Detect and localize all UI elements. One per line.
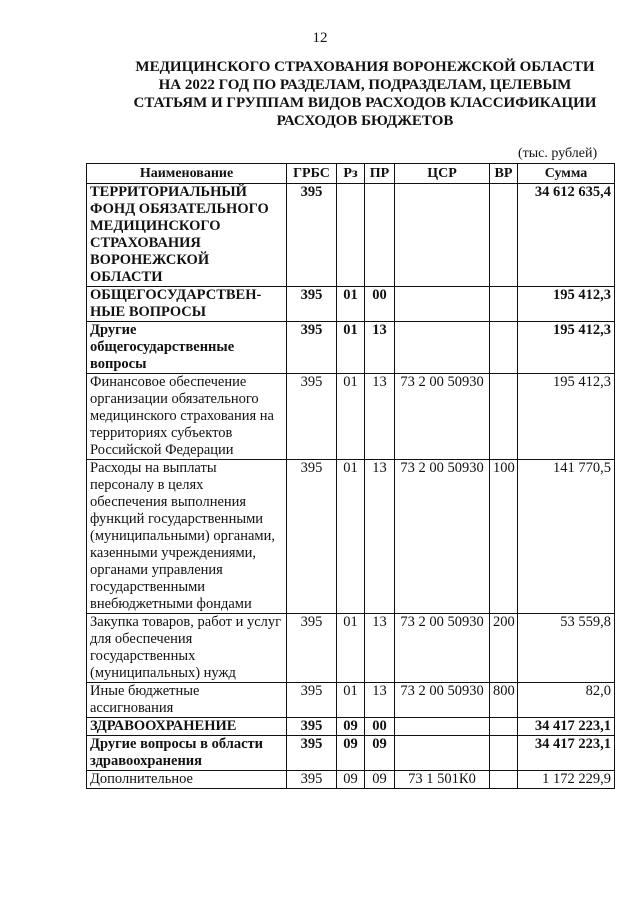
cell-csr xyxy=(395,718,490,736)
cell-csr xyxy=(395,184,490,287)
cell-rz: 01 xyxy=(337,287,365,322)
cell-grbs: 395 xyxy=(287,614,337,683)
cell-rz: 01 xyxy=(337,374,365,460)
cell-vr xyxy=(490,322,518,374)
cell-grbs: 395 xyxy=(287,460,337,614)
table-header-row xyxy=(87,164,615,184)
cell-vr xyxy=(490,736,518,771)
cell-pr: 13 xyxy=(365,683,395,718)
cell-csr: 73 1 501К0 xyxy=(395,771,490,789)
cell-sum: 141 770,5 xyxy=(518,460,615,614)
cell-vr xyxy=(490,718,518,736)
cell-vr xyxy=(490,184,518,287)
cell-rz: 01 xyxy=(337,614,365,683)
cell-csr: 73 2 00 50930 xyxy=(395,460,490,614)
cell-pr xyxy=(365,184,395,287)
cell-name: Дополнительное xyxy=(87,771,287,789)
table-row xyxy=(87,736,615,771)
units-label: (тыс. рублей) xyxy=(518,146,598,161)
cell-grbs: 395 xyxy=(287,718,337,736)
header-name: Наименование xyxy=(87,164,287,184)
cell-vr xyxy=(490,771,518,789)
cell-pr: 00 xyxy=(365,287,395,322)
table-row xyxy=(87,771,615,789)
header-pr: ПР xyxy=(365,164,395,184)
cell-csr: 73 2 00 50930 xyxy=(395,683,490,718)
cell-csr xyxy=(395,287,490,322)
cell-name: Финансовое обеспечение организации обязательного медицинского страхования на территориях субъектов Российской Федерации xyxy=(87,374,287,460)
cell-name: ОБЩЕГОСУДАРСТВЕН-НЫЕ ВОПРОСЫ xyxy=(87,287,287,322)
budget-table xyxy=(86,163,615,789)
cell-csr xyxy=(395,736,490,771)
cell-grbs: 395 xyxy=(287,683,337,718)
cell-rz: 09 xyxy=(337,736,365,771)
cell-pr: 00 xyxy=(365,718,395,736)
table-row xyxy=(87,683,615,718)
cell-csr: 73 2 00 50930 xyxy=(395,374,490,460)
table-body xyxy=(87,184,615,789)
cell-rz: 09 xyxy=(337,771,365,789)
table-row xyxy=(87,322,615,374)
cell-sum: 34 417 223,1 xyxy=(518,736,615,771)
cell-name: Другие общегосударственные вопросы xyxy=(87,322,287,374)
cell-grbs: 395 xyxy=(287,322,337,374)
cell-csr xyxy=(395,322,490,374)
table-row xyxy=(87,460,615,614)
cell-vr: 100 xyxy=(490,460,518,614)
cell-pr: 13 xyxy=(365,460,395,614)
header-grbs: ГРБС xyxy=(287,164,337,184)
table-row xyxy=(87,374,615,460)
table-row xyxy=(87,287,615,322)
document-title xyxy=(70,58,640,130)
cell-name: Другие вопросы в области здравоохранения xyxy=(87,736,287,771)
header-sum: Сумма xyxy=(518,164,615,184)
cell-name: Иные бюджетные ассигнования xyxy=(87,683,287,718)
cell-vr xyxy=(490,287,518,322)
cell-name: ТЕРРИТОРИАЛЬНЫЙ ФОНД ОБЯЗАТЕЛЬНОГО МЕДИЦИНСКОГО СТРАХОВАНИЯ ВОРОНЕЖСКОЙ ОБЛАСТИ xyxy=(87,184,287,287)
table-row xyxy=(87,614,615,683)
cell-sum: 195 412,3 xyxy=(518,374,615,460)
title-line: НА 2022 ГОД ПО РАЗДЕЛАМ, ПОДРАЗДЕЛАМ, ЦЕЛЕВЫМ xyxy=(158,77,572,93)
cell-pr: 13 xyxy=(365,614,395,683)
cell-rz: 09 xyxy=(337,718,365,736)
cell-csr: 73 2 00 50930 xyxy=(395,614,490,683)
cell-vr xyxy=(490,374,518,460)
cell-rz: 01 xyxy=(337,322,365,374)
cell-name: Расходы на выплаты персоналу в целях обеспечения выполнения функций государственными (муниципальными) органами, казенными учреждениями, органами управления государственными внебюджетными фондами xyxy=(87,460,287,614)
cell-sum: 34 417 223,1 xyxy=(518,718,615,736)
cell-grbs: 395 xyxy=(287,374,337,460)
table-row xyxy=(87,718,615,736)
cell-rz: 01 xyxy=(337,460,365,614)
title-line: РАСХОДОВ БЮДЖЕТОВ xyxy=(276,113,454,129)
cell-rz xyxy=(337,184,365,287)
cell-sum: 195 412,3 xyxy=(518,322,615,374)
cell-pr: 09 xyxy=(365,771,395,789)
cell-vr: 200 xyxy=(490,614,518,683)
cell-rz: 01 xyxy=(337,683,365,718)
cell-grbs: 395 xyxy=(287,771,337,789)
cell-sum: 53 559,8 xyxy=(518,614,615,683)
header-vr: ВР xyxy=(490,164,518,184)
cell-pr: 13 xyxy=(365,374,395,460)
cell-sum: 34 612 635,4 xyxy=(518,184,615,287)
cell-grbs: 395 xyxy=(287,184,337,287)
page-number: 12 xyxy=(312,30,328,46)
header-rz: Рз xyxy=(337,164,365,184)
cell-name: ЗДРАВООХРАНЕНИЕ xyxy=(87,718,287,736)
cell-vr: 800 xyxy=(490,683,518,718)
header-csr: ЦСР xyxy=(395,164,490,184)
title-line: СТАТЬЯМ И ГРУППАМ ВИДОВ РАСХОДОВ КЛАССИФИКАЦИИ xyxy=(133,95,597,111)
cell-grbs: 395 xyxy=(287,287,337,322)
cell-pr: 09 xyxy=(365,736,395,771)
cell-pr: 13 xyxy=(365,322,395,374)
title-line: МЕДИЦИНСКОГО СТРАХОВАНИЯ ВОРОНЕЖСКОЙ ОБЛАСТИ xyxy=(135,59,595,75)
cell-sum: 1 172 229,9 xyxy=(518,771,615,789)
table-row xyxy=(87,184,615,287)
cell-name: Закупка товаров, работ и услуг для обеспечения государственных (муниципальных) нужд xyxy=(87,614,287,683)
cell-sum: 82,0 xyxy=(518,683,615,718)
cell-grbs: 395 xyxy=(287,736,337,771)
cell-sum: 195 412,3 xyxy=(518,287,615,322)
